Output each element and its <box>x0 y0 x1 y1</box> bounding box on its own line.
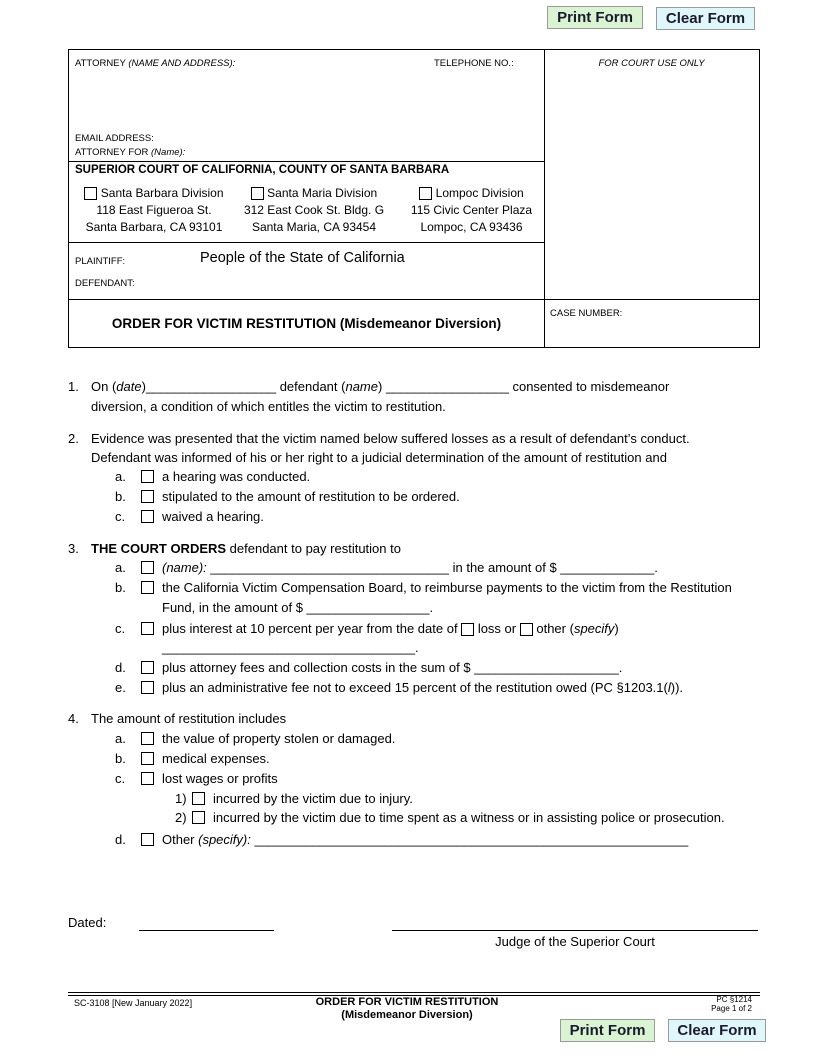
item-3-number: 3. <box>68 541 79 556</box>
item-4c1-number: 1) <box>175 791 187 806</box>
item-1-line2: diversion, a condition of which entitles the victim to restitution. <box>91 399 446 414</box>
santa-maria-checkbox[interactable] <box>251 187 264 200</box>
item-2a-text: a hearing was conducted. <box>162 469 311 484</box>
item-3b-line2: Fund, in the amount of $ _________________. <box>162 600 434 615</box>
print-form-button[interactable]: Print Form <box>547 6 643 29</box>
item-4d-letter: d. <box>115 832 126 847</box>
item-4-number: 4. <box>68 711 79 726</box>
dated-field[interactable] <box>139 930 274 931</box>
item-4b-text: medical expenses. <box>162 751 270 766</box>
item-2b-text: stipulated to the amount of restitution to be ordered. <box>162 489 460 504</box>
item-4b-letter: b. <box>115 751 126 766</box>
item-4c-text: lost wages or profits <box>162 771 278 786</box>
item-2c-checkbox[interactable] <box>141 510 154 523</box>
item-4c2-text: incurred by the victim due to time spent as a witness or in assisting police or prosecution. <box>213 810 725 825</box>
email-label: EMAIL ADDRESS: <box>75 133 154 144</box>
item-3e-letter: e. <box>115 680 126 695</box>
item-4c-checkbox[interactable] <box>141 772 154 785</box>
item-2-line1: Evidence was presented that the victim named below suffered losses as a result of defendant’s conduct. <box>91 431 690 446</box>
santa-barbara-checkbox[interactable] <box>84 187 97 200</box>
item-4c1-text: incurred by the victim due to injury. <box>213 791 413 806</box>
item-2b-checkbox[interactable] <box>141 490 154 503</box>
item-3b-letter: b. <box>115 580 126 595</box>
item-2a-checkbox[interactable] <box>141 470 154 483</box>
item-3d-letter: d. <box>115 660 126 675</box>
item-4-title: The amount of restitution includes <box>91 711 287 726</box>
clear-form-button-bottom[interactable]: Clear Form <box>668 1019 766 1042</box>
item-3c-line1: plus interest at 10 percent per year from the date of loss or other (specify) <box>162 621 619 636</box>
plaintiff-label: PLAINTIFF: <box>75 256 126 267</box>
form-title: ORDER FOR VICTIM RESTITUTION (Misdemeanor Diversion) <box>111 316 502 331</box>
clear-form-button[interactable]: Clear Form <box>656 7 755 30</box>
item-3a-text: (name): _________________________________ in the amount of $ _____________. <box>162 560 658 575</box>
division-lompoc: Lompoc Division 115 Civic Center Plaza Lompoc, CA 93436 <box>410 186 533 234</box>
defendant-label: DEFENDANT: <box>75 278 135 289</box>
item-4a-text: the value of property stolen or damaged. <box>162 731 396 746</box>
item-2c-letter: c. <box>115 509 126 524</box>
item-2-number: 2. <box>68 431 79 446</box>
item-3d-checkbox[interactable] <box>141 661 154 674</box>
item-4a-checkbox[interactable] <box>141 732 154 745</box>
attorney-label: ATTORNEY (NAME AND ADDRESS): <box>75 58 236 69</box>
item-4c2-number: 2) <box>175 810 187 825</box>
item-2-line2: Defendant was informed of his or her right to a judicial determination of the amount of restitution and <box>91 450 667 465</box>
dated-label: Dated: <box>68 915 107 930</box>
item-3c-loss-checkbox[interactable] <box>461 623 474 636</box>
item-3-title: THE COURT ORDERS defendant to pay restitution to <box>91 541 401 556</box>
caption-header <box>68 49 760 348</box>
footer-page-info: PC §1214 Page 1 of 2 <box>711 995 752 1013</box>
item-1-number: 1. <box>68 379 79 394</box>
print-form-button-bottom[interactable]: Print Form <box>560 1019 655 1042</box>
item-4d-text: Other (specify): ____________________________________________________________ <box>162 832 689 847</box>
item-4a-letter: a. <box>115 731 126 746</box>
telephone-label: TELEPHONE NO.: <box>434 58 514 69</box>
attorney-for-label: ATTORNEY FOR (Name): <box>75 147 186 158</box>
item-3e-text: plus an administrative fee not to exceed 15 percent of the restitution owed (PC §1203.1(l)). <box>162 680 684 695</box>
item-3c-checkbox[interactable] <box>141 622 154 635</box>
item-3c-other-checkbox[interactable] <box>520 623 533 636</box>
judge-signature-line[interactable] <box>392 930 758 931</box>
item-4d-checkbox[interactable] <box>141 833 154 846</box>
item-3e-checkbox[interactable] <box>141 681 154 694</box>
item-3b-line1: the California Victim Compensation Board, to reimburse payments to the victim from the Restitution <box>162 580 732 595</box>
item-3c-line2: ___________________________________. <box>162 640 419 655</box>
judge-label: Judge of the Superior Court <box>495 934 655 949</box>
item-2b-letter: b. <box>115 489 126 504</box>
item-2a-letter: a. <box>115 469 126 484</box>
division-santa-maria: Santa Maria Division 312 East Cook St. Bldg. G Santa Maria, CA 93454 <box>243 186 385 234</box>
item-3a-checkbox[interactable] <box>141 561 154 574</box>
item-2c-text: waived a hearing. <box>162 509 264 524</box>
item-4c1-checkbox[interactable] <box>192 792 205 805</box>
item-3d-text: plus attorney fees and collection costs in the sum of $ ____________________. <box>162 660 623 675</box>
item-4b-checkbox[interactable] <box>141 752 154 765</box>
plaintiff-value[interactable]: People of the State of California <box>200 250 405 266</box>
court-name: SUPERIOR COURT OF CALIFORNIA, COUNTY OF SANTA BARBARA <box>75 164 450 176</box>
item-4c-letter: c. <box>115 771 126 786</box>
court-use-label: FOR COURT USE ONLY <box>598 58 705 69</box>
attorney-name-address-field[interactable] <box>75 70 430 130</box>
division-santa-barbara: Santa Barbara Division 118 East Figueroa St. Santa Barbara, CA 93101 <box>85 186 224 234</box>
footer-title: ORDER FOR VICTIM RESTITUTION (Misdemeanor Diversion) <box>315 996 499 1021</box>
lompoc-checkbox[interactable] <box>419 187 432 200</box>
case-number-label: CASE NUMBER: <box>550 308 623 319</box>
item-1-line1: On (date)__________________ defendant (name) _________________ consented to misdemeanor <box>91 379 670 394</box>
item-3b-checkbox[interactable] <box>141 581 154 594</box>
item-3a-letter: a. <box>115 560 126 575</box>
item-3c-letter: c. <box>115 621 126 636</box>
form-id: SC-3108 [New January 2022] <box>74 998 193 1008</box>
item-4c2-checkbox[interactable] <box>192 811 205 824</box>
